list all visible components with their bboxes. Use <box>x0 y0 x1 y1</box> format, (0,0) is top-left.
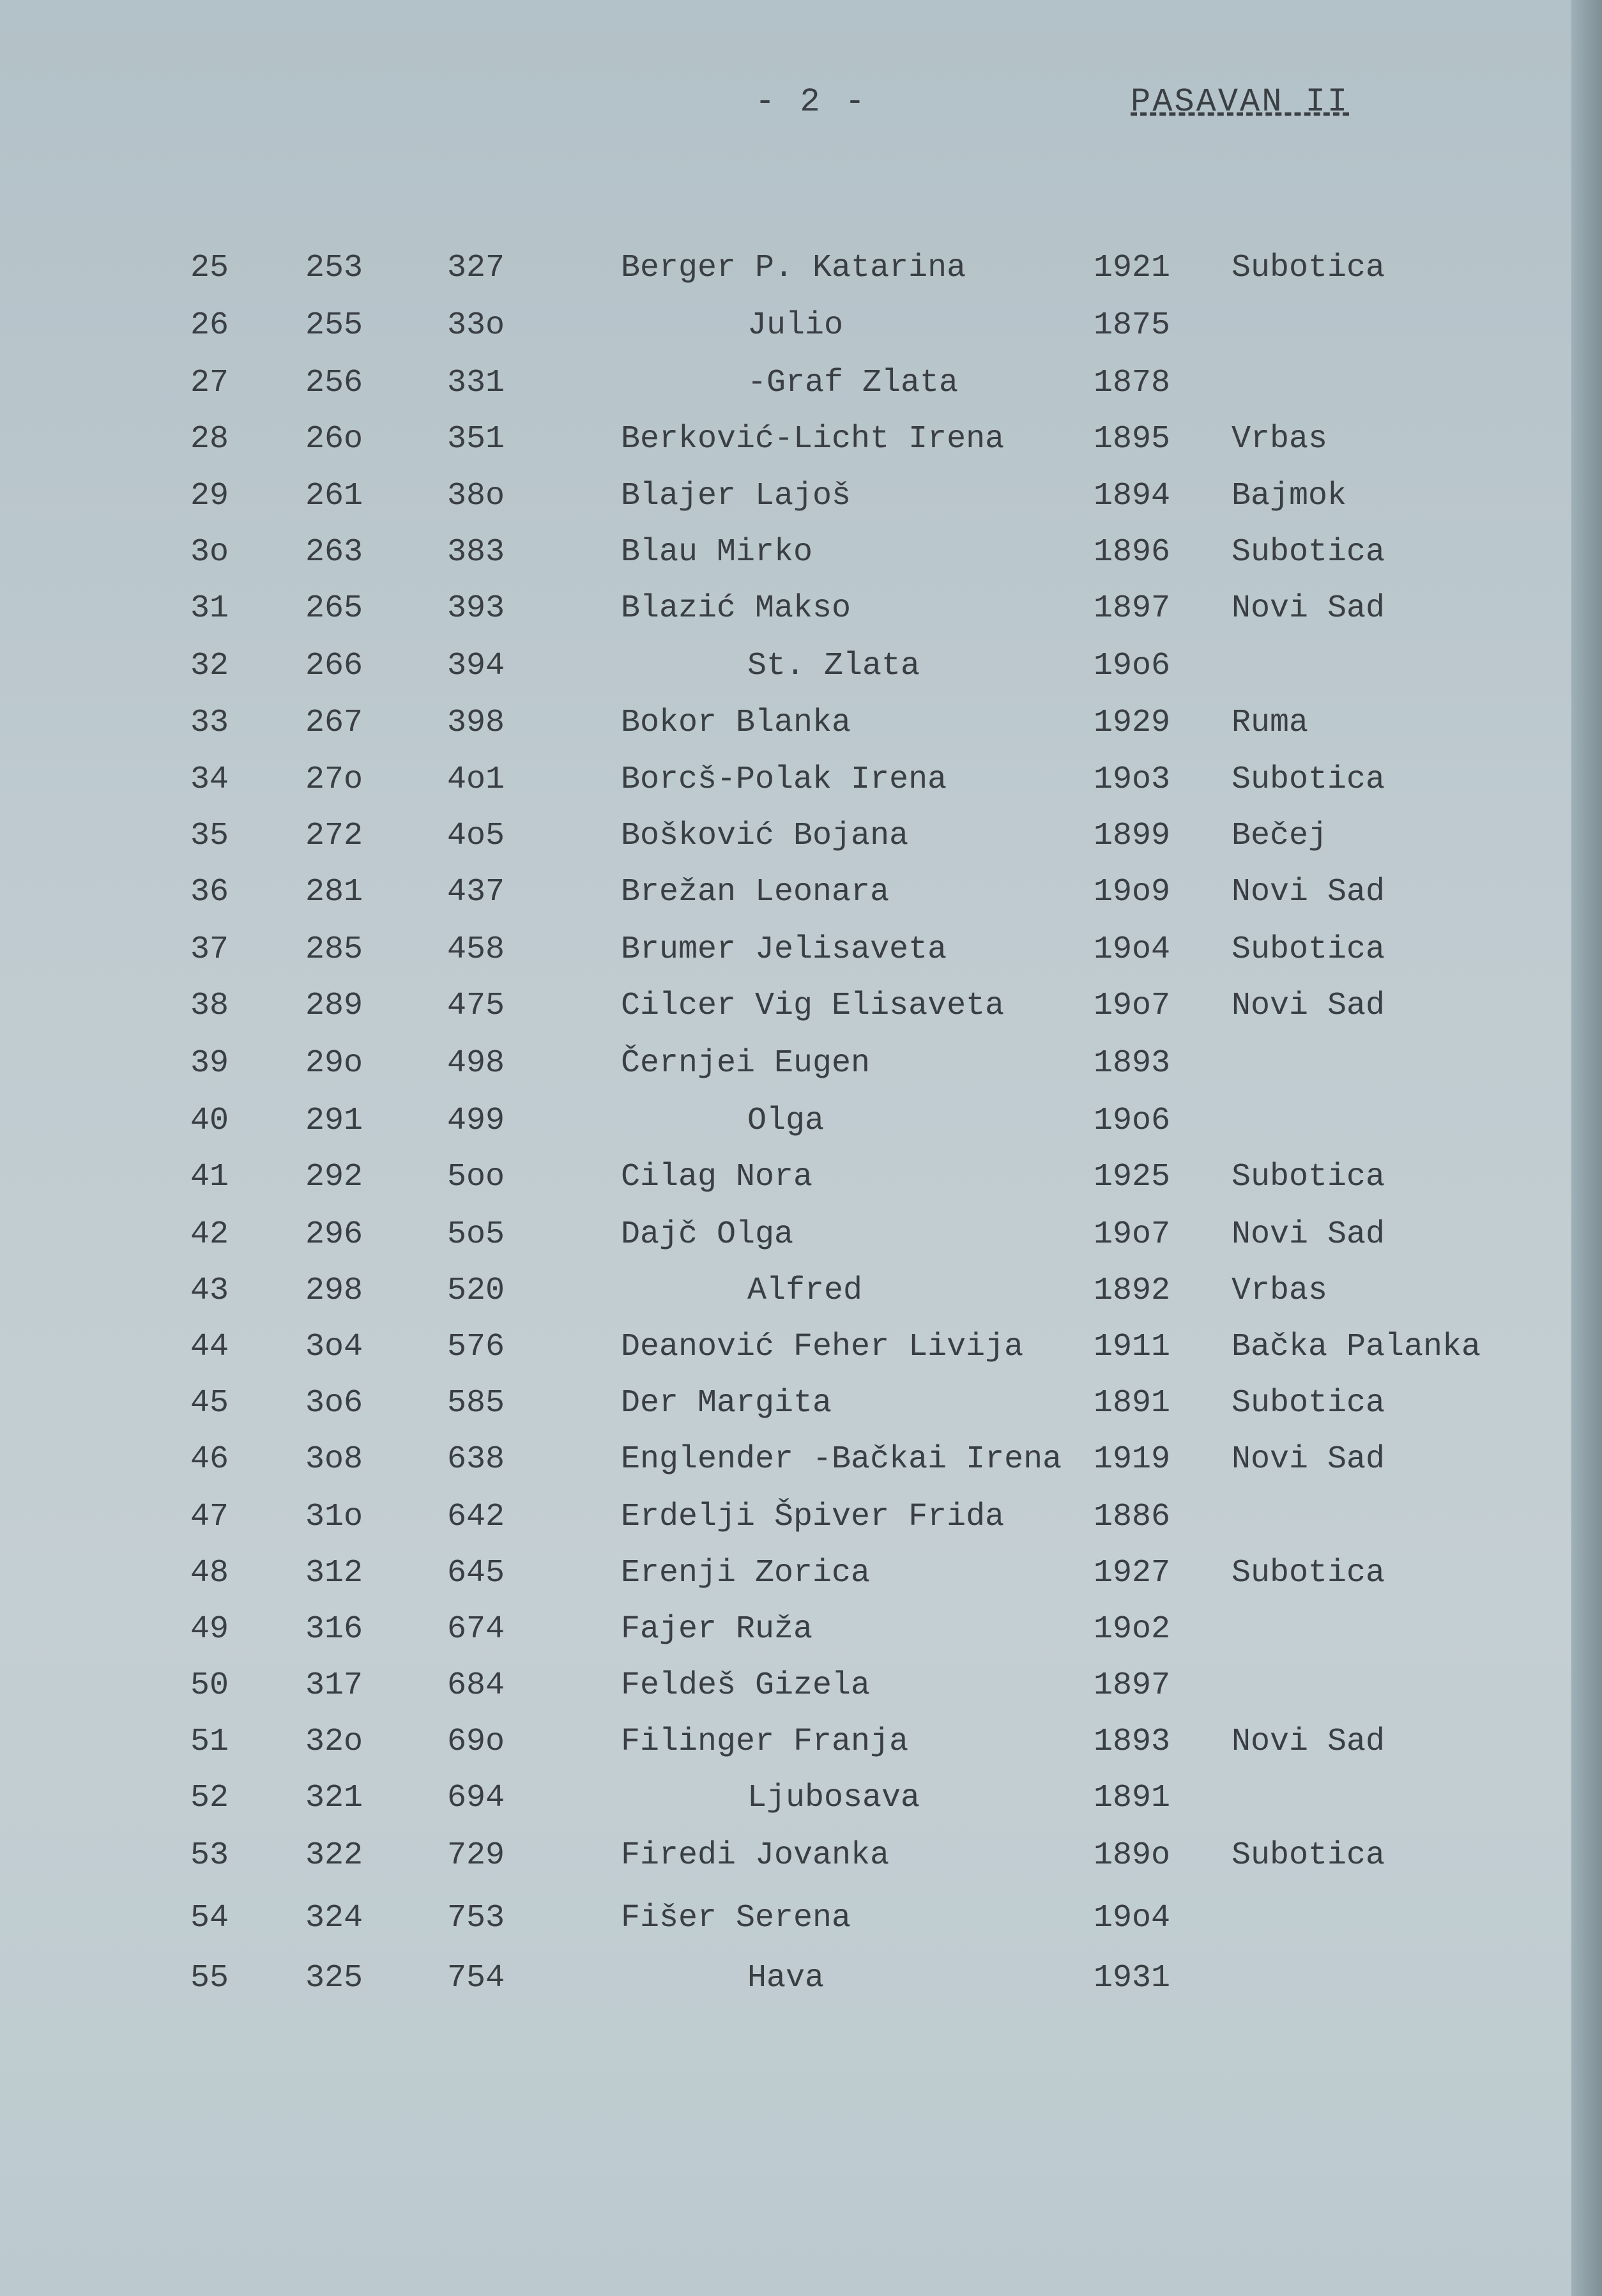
record-number: 753 <box>447 1900 505 1936</box>
place-name: Subotica <box>1232 1555 1385 1591</box>
row-number: 31 <box>190 590 229 627</box>
birth-year: 1895 <box>1094 421 1171 457</box>
row-number: 41 <box>190 1159 229 1195</box>
record-number: 394 <box>447 648 505 684</box>
birth-year: 1921 <box>1094 250 1171 286</box>
record-number: 33o <box>447 307 505 344</box>
register-number: 255 <box>305 307 363 344</box>
person-name: Blau Mirko <box>621 534 813 570</box>
birth-year: 19o6 <box>1094 648 1171 684</box>
person-name: St. Zlata <box>747 648 920 684</box>
person-name: -Graf Zlata <box>747 365 959 401</box>
page-number: - 2 - <box>754 83 868 121</box>
birth-year: 1893 <box>1094 1045 1171 1082</box>
row-number: 55 <box>190 1960 229 1996</box>
person-name: Fišer Serena <box>621 1900 851 1936</box>
row-number: 28 <box>190 421 229 457</box>
birth-year: 1878 <box>1094 365 1171 401</box>
register-number: 289 <box>305 988 363 1024</box>
birth-year: 19o7 <box>1094 1216 1171 1253</box>
document-title: PASAVAN II <box>1131 83 1350 121</box>
row-number: 53 <box>190 1837 229 1874</box>
row-number: 40 <box>190 1103 229 1139</box>
birth-year: 1896 <box>1094 534 1171 570</box>
row-number: 26 <box>190 307 229 344</box>
person-name: Blazić Makso <box>621 590 851 627</box>
birth-year: 1893 <box>1094 1724 1171 1760</box>
register-number: 265 <box>305 590 363 627</box>
place-name: Bajmok <box>1232 478 1347 514</box>
row-number: 54 <box>190 1900 229 1936</box>
place-name: Subotica <box>1232 931 1385 968</box>
record-number: 638 <box>447 1441 505 1478</box>
person-name: Cilcer Vig Elisaveta <box>621 988 1005 1024</box>
birth-year: 1929 <box>1094 705 1171 741</box>
place-name: Bečej <box>1232 818 1328 854</box>
person-name: Hava <box>747 1960 825 1996</box>
row-number: 47 <box>190 1499 229 1535</box>
birth-year: 19o9 <box>1094 874 1171 910</box>
birth-year: 1899 <box>1094 818 1171 854</box>
birth-year: 1931 <box>1094 1960 1171 1996</box>
place-name: Novi Sad <box>1232 874 1385 910</box>
place-name: Novi Sad <box>1232 590 1385 627</box>
row-number: 44 <box>190 1329 229 1365</box>
person-name: Borcš-Polak Irena <box>621 762 947 798</box>
row-number: 46 <box>190 1441 229 1478</box>
person-name: Brumer Jelisaveta <box>621 931 947 968</box>
place-name: Vrbas <box>1232 1273 1328 1309</box>
place-name: Novi Sad <box>1232 988 1385 1024</box>
register-number: 256 <box>305 365 363 401</box>
record-number: 684 <box>447 1667 505 1704</box>
record-number: 520 <box>447 1273 505 1309</box>
record-number: 499 <box>447 1103 505 1139</box>
record-number: 69o <box>447 1724 505 1760</box>
birth-year: 1925 <box>1094 1159 1171 1195</box>
place-name: Subotica <box>1232 1385 1385 1421</box>
row-number: 48 <box>190 1555 229 1591</box>
birth-year: 19o4 <box>1094 1900 1171 1936</box>
page-edge <box>1571 0 1602 2296</box>
person-name: Dajč Olga <box>621 1216 794 1253</box>
register-number: 29o <box>305 1045 363 1082</box>
register-number: 296 <box>305 1216 363 1253</box>
birth-year: 1919 <box>1094 1441 1171 1478</box>
record-number: 4o5 <box>447 818 505 854</box>
person-name: Berger P. Katarina <box>621 250 966 286</box>
record-number: 674 <box>447 1611 505 1648</box>
record-number: 351 <box>447 421 505 457</box>
register-number: 261 <box>305 478 363 514</box>
person-name: Filinger Franja <box>621 1724 909 1760</box>
person-name: Julio <box>747 307 844 344</box>
register-number: 324 <box>305 1900 363 1936</box>
row-number: 49 <box>190 1611 229 1648</box>
birth-year: 19o2 <box>1094 1611 1171 1648</box>
register-number: 298 <box>305 1273 363 1309</box>
person-name: Fajer Ruža <box>621 1611 813 1648</box>
register-number: 266 <box>305 648 363 684</box>
person-name: Erenji Zorica <box>621 1555 871 1591</box>
person-name: Berković-Licht Irena <box>621 421 1005 457</box>
register-number: 322 <box>305 1837 363 1874</box>
person-name: Cilag Nora <box>621 1159 813 1195</box>
record-number: 393 <box>447 590 505 627</box>
birth-year: 189o <box>1094 1837 1171 1874</box>
place-name: Subotica <box>1232 762 1385 798</box>
register-number: 267 <box>305 705 363 741</box>
person-name: Blajer Lajoš <box>621 478 851 514</box>
person-name: Alfred <box>747 1273 863 1309</box>
place-name: Subotica <box>1232 1837 1385 1874</box>
record-number: 437 <box>447 874 505 910</box>
row-number: 25 <box>190 250 229 286</box>
person-name: Ljubosava <box>747 1780 920 1816</box>
place-name: Bačka Palanka <box>1232 1329 1481 1365</box>
row-number: 34 <box>190 762 229 798</box>
place-name: Subotica <box>1232 250 1385 286</box>
birth-year: 19o6 <box>1094 1103 1171 1139</box>
birth-year: 19o7 <box>1094 988 1171 1024</box>
birth-year: 19o4 <box>1094 931 1171 968</box>
record-number: 645 <box>447 1555 505 1591</box>
record-number: 754 <box>447 1960 505 1996</box>
register-number: 317 <box>305 1667 363 1704</box>
record-number: 475 <box>447 988 505 1024</box>
row-number: 38 <box>190 988 229 1024</box>
register-number: 272 <box>305 818 363 854</box>
person-name: Brežan Leonara <box>621 874 890 910</box>
register-number: 26o <box>305 421 363 457</box>
place-name: Novi Sad <box>1232 1724 1385 1760</box>
place-name: Subotica <box>1232 534 1385 570</box>
place-name: Ruma <box>1232 705 1309 741</box>
row-number: 51 <box>190 1724 229 1760</box>
record-number: 5o5 <box>447 1216 505 1253</box>
place-name: Subotica <box>1232 1159 1385 1195</box>
row-number: 42 <box>190 1216 229 1253</box>
row-number: 36 <box>190 874 229 910</box>
register-number: 3o4 <box>305 1329 363 1365</box>
register-number: 3o8 <box>305 1441 363 1478</box>
row-number: 39 <box>190 1045 229 1082</box>
record-number: 729 <box>447 1837 505 1874</box>
row-number: 32 <box>190 648 229 684</box>
record-number: 383 <box>447 534 505 570</box>
register-number: 285 <box>305 931 363 968</box>
register-number: 31o <box>305 1499 363 1535</box>
row-number: 45 <box>190 1385 229 1421</box>
record-number: 585 <box>447 1385 505 1421</box>
birth-year: 19o3 <box>1094 762 1171 798</box>
record-number: 327 <box>447 250 505 286</box>
birth-year: 1911 <box>1094 1329 1171 1365</box>
person-name: Bošković Bojana <box>621 818 909 854</box>
birth-year: 1927 <box>1094 1555 1171 1591</box>
record-number: 498 <box>447 1045 505 1082</box>
person-name: Firedi Jovanka <box>621 1837 890 1874</box>
register-number: 292 <box>305 1159 363 1195</box>
record-number: 458 <box>447 931 505 968</box>
birth-year: 1894 <box>1094 478 1171 514</box>
register-number: 291 <box>305 1103 363 1139</box>
register-number: 281 <box>305 874 363 910</box>
birth-year: 1875 <box>1094 307 1171 344</box>
register-number: 27o <box>305 762 363 798</box>
record-number: 331 <box>447 365 505 401</box>
person-name: Deanović Feher Livija <box>621 1329 1024 1365</box>
birth-year: 1891 <box>1094 1385 1171 1421</box>
person-name: Bokor Blanka <box>621 705 851 741</box>
birth-year: 1891 <box>1094 1780 1171 1816</box>
register-number: 32o <box>305 1724 363 1760</box>
row-number: 27 <box>190 365 229 401</box>
row-number: 3o <box>190 534 229 570</box>
birth-year: 1897 <box>1094 590 1171 627</box>
register-number: 312 <box>305 1555 363 1591</box>
birth-year: 1892 <box>1094 1273 1171 1309</box>
record-number: 694 <box>447 1780 505 1816</box>
person-name: Erdelji Špiver Frida <box>621 1499 1005 1535</box>
record-number: 576 <box>447 1329 505 1365</box>
person-name: Olga <box>747 1103 825 1139</box>
row-number: 33 <box>190 705 229 741</box>
record-number: 5oo <box>447 1159 505 1195</box>
person-name: Feldeš Gizela <box>621 1667 871 1704</box>
register-number: 325 <box>305 1960 363 1996</box>
person-name: Černjei Eugen <box>621 1045 871 1082</box>
row-number: 35 <box>190 818 229 854</box>
record-number: 4o1 <box>447 762 505 798</box>
birth-year: 1886 <box>1094 1499 1171 1535</box>
register-number: 253 <box>305 250 363 286</box>
row-number: 43 <box>190 1273 229 1309</box>
place-name: Vrbas <box>1232 421 1328 457</box>
record-number: 38o <box>447 478 505 514</box>
register-number: 321 <box>305 1780 363 1816</box>
row-number: 52 <box>190 1780 229 1816</box>
register-number: 3o6 <box>305 1385 363 1421</box>
person-name: Englender -Bačkai Irena <box>621 1441 1062 1478</box>
record-number: 398 <box>447 705 505 741</box>
row-number: 37 <box>190 931 229 968</box>
place-name: Novi Sad <box>1232 1441 1385 1478</box>
record-number: 642 <box>447 1499 505 1535</box>
place-name: Novi Sad <box>1232 1216 1385 1253</box>
register-number: 263 <box>305 534 363 570</box>
row-number: 50 <box>190 1667 229 1704</box>
register-number: 316 <box>305 1611 363 1648</box>
person-name: Der Margita <box>621 1385 832 1421</box>
birth-year: 1897 <box>1094 1667 1171 1704</box>
row-number: 29 <box>190 478 229 514</box>
